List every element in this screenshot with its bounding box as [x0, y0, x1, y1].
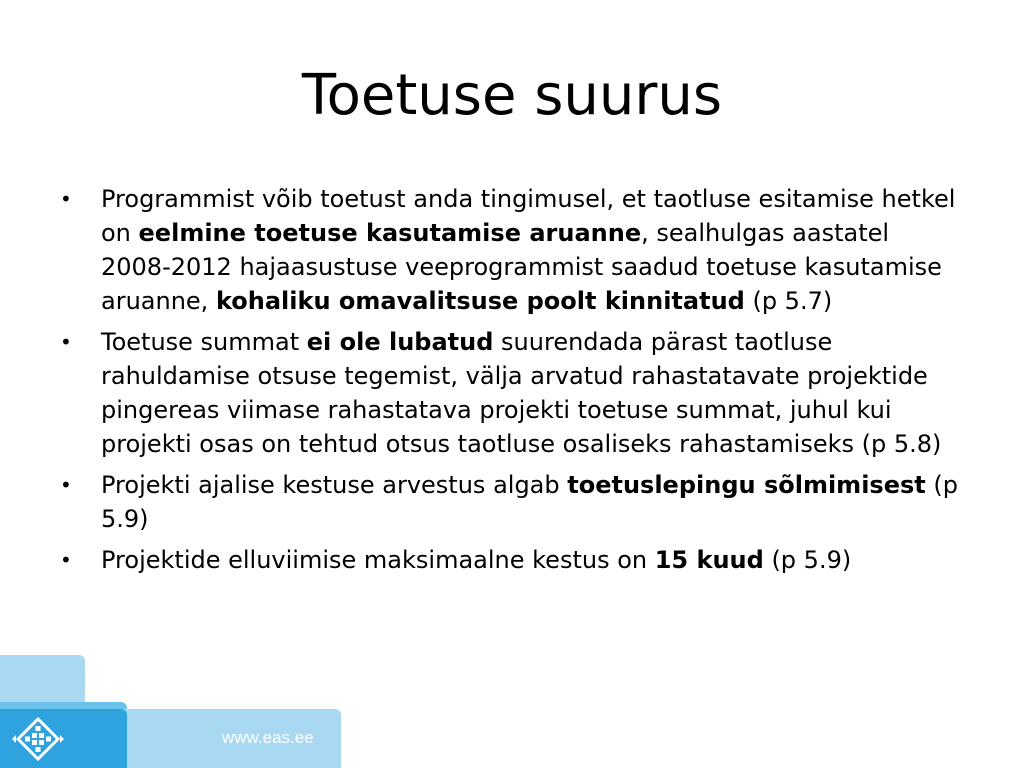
- footer-url-link[interactable]: www.eas.ee: [222, 728, 314, 747]
- bullet-text: Projekti ajalise kestuse arvestus algab toetuslepingu sõlmimisest (p 5.9): [101, 471, 958, 533]
- bullet-list: [60, 182, 960, 584]
- bullet-marker: •: [60, 548, 72, 572]
- bullet-item: [60, 325, 960, 461]
- bullet-item: [60, 182, 960, 318]
- bullet-marker: •: [60, 330, 72, 354]
- bullet-item: [60, 543, 960, 577]
- bullet-text: Toetuse summat ei ole lubatud suurendada pärast taotluse rahuldamise otsuse tegemist, välja arvatud rahastatavate projektide pingereas viimase rahastatava projekti toetuse summat, juhul kui projekti osas on tehtud otsus taotluse osaliseks rahastamiseks (p 5.8): [101, 328, 942, 458]
- bullet-marker: •: [60, 473, 72, 497]
- bullet-text: Projektide elluviimise maksimaalne kestus on 15 kuud (p 5.9): [101, 546, 852, 574]
- bullet-text: Programmist võib toetust anda tingimusel, et taotluse esitamise hetkel on eelmine toetuse kasutamise aruanne, sealhulgas aastatel 2008-2012 hajaasustuse veeprogrammist saadud toetuse kasutamise aruanne, kohaliku omavalitsuse poolt kinnitatud (p 5.7): [101, 185, 956, 315]
- eas-logo-icon: [10, 711, 66, 767]
- bullet-marker: •: [60, 187, 72, 211]
- bullet-item: [60, 468, 960, 536]
- slide-title: Toetuse suurus: [301, 63, 723, 128]
